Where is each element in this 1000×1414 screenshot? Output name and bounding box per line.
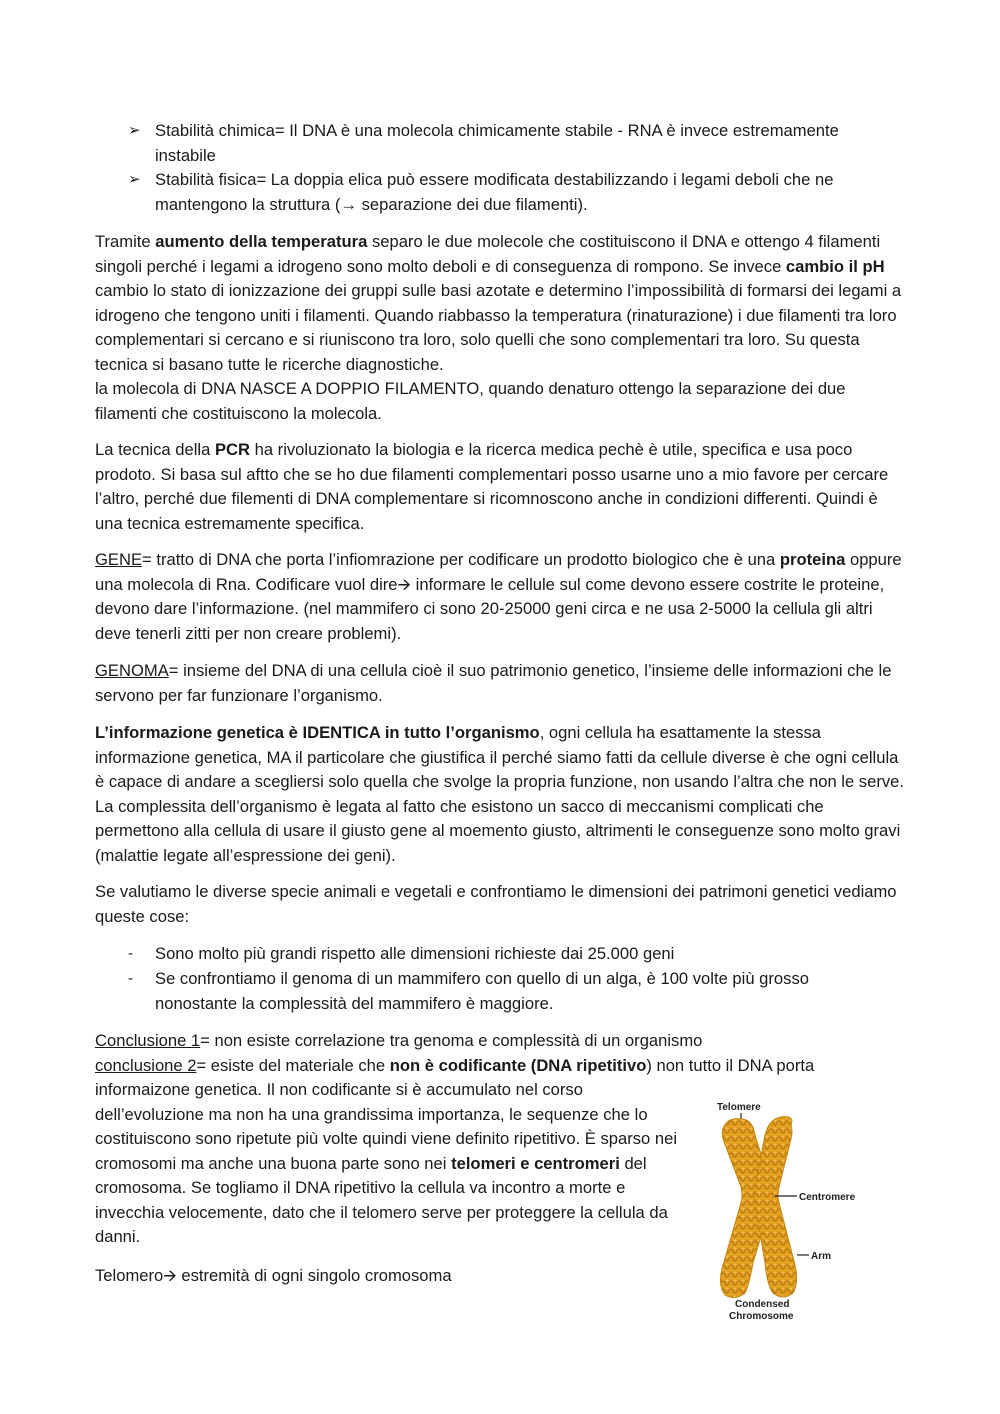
label-centromere: Centromere (799, 1192, 856, 1203)
arrow-icon: 🡪 (163, 1266, 177, 1285)
bullet-arrow-icon: ➢ (128, 122, 141, 139)
arrow-icon: 🡪 (397, 574, 412, 594)
conclusion-1: Conclusione 1= non esiste correlazione tra genoma e complessità di un organismo (95, 1031, 703, 1050)
caption-line-1: Condensed (735, 1299, 790, 1310)
bullet-mammal-alga: Se confrontiamo il genoma di un mammifero con quello di un alga, è 100 volte più grosso nonostante la complessità del mammifero è maggiore. (155, 969, 809, 1013)
chromatid-right (754, 1117, 797, 1297)
paragraph-gene: GENE= tratto di DNA che porta l’infiomrazione per codificare un prodotto biologico che è una proteina oppure una molecola di Rna. Codificare vuol dire🡪 informare le cellule sul come devono essere costrite le proteine, devono dare l’informazione. (nel mammifero ci sono 20-25000 geni circa e ne usa 2-5000 la cellula gli altri deve tenerli zitti per non creare problemi). (95, 550, 902, 643)
paragraph-denaturation: Tramite aumento della temperatura separo le due molecole che costituiscono il DNA e ottengo 4 filamenti singoli perché i legami a idrogeno sono molto deboli e di conseguenza di rompono. Se invece cambio il pH cambio lo stato di ionizzazione dei gruppi sulle basi azotate e determino l’impossibilità di formarsi dei legami a idrogeno che tengono uniti i filamenti. Quando riabbasso la temperatura (rinaturazione) i due filamenti tra loro complementari si cercano e si riuniscono tra loro, solo quelli che sono complementari tra loro. Su questa tecnica si basano tutte le ricerche diagnostiche. la molecola di DNA NASCE A DOPPIO FILAMENTO, quando denaturo ottengo la separazione dei due filamenti che costituiscono la molecola. (95, 232, 902, 423)
paragraph-pcr: La tecnica della PCR ha rivoluzionato la biologia e la ricerca medica pechè è utile, specifica e usa poco prodoto. Si basa sul aftto che se ho due filamenti complementari posso usarne uno a mio favore per cercare l’altro, perché due filementi di DNA complementare si ricomnoscono anche in condizioni differenti. Quindi è una tecnica estremamente specifica. (95, 440, 889, 533)
paragraph-genome: GENOMA= insieme del DNA di una cellula cioè il suo patrimonio genetico, l’insieme delle informazioni che le servono per far funzionare l’organismo. (95, 661, 892, 705)
chromosome-figure (705, 1095, 885, 1325)
conclusion-2: conclusione 2= esiste del materiale che non è codificante (DNA ripetitivo) non tutto il DNA porta (95, 1056, 815, 1075)
paragraph-repetitive-dna: informaizone genetica. Il non codificante si è accumulato nel corso dell’evoluzione ma non ha una grandissima importanza, le sequenze che lo costituiscono sono ripetute più volte quindi viene definito ripetitivo. È sparso nei cromosomi ma anche una buona parte sono nei telomeri e centromeri del cromosoma. Se togliamo il DNA ripetitivo la cellula va incontro a morte e invecchia velocemente, dato che il telomero serve per proteggere la cellula da danni. (95, 1080, 678, 1246)
bullet-dash: - (128, 945, 133, 962)
bullet-chemical-stability: Stabilità chimica= Il DNA è una molecola chimicamente stabile - RNA è invece estremamente instabile (155, 121, 839, 165)
caption-line-2: Chromosome (729, 1311, 794, 1322)
bullet-dash: - (128, 970, 133, 987)
paragraph-genetic-information: L’informazione genetica è IDENTICA in tutto l’organismo, ogni cellula ha esattamente la stessa informazione genetica, MA il particolare che giustifica il perché siamo fatti da cellule diverse è che ogni cellula è capace di andare a scegliersi solo quella che svolge la propria funzione, non usando l’altra che non le serve. La complessita dell’organismo è legata al fatto che esistono un sacco di meccanismi complicati che permettono alla cellula di usare il giusto gene al moemento giusto, altrimenti le conseguenze sono molto gravi (malattie legate all’espressione dei geni). (95, 723, 904, 865)
bullet-genome-size: Sono molto più grandi rispetto alle dimensioni richieste dai 25.000 geni (155, 944, 675, 963)
bullet-physical-stability: Stabilità fisica= La doppia elica può essere modificata destabilizzando i legami deboli che ne mantengono la struttura (→ separazione dei due filamenti). (155, 170, 834, 214)
label-telomere: Telomere (717, 1102, 761, 1113)
paragraph-telomere: Telomero🡪 estremità di ogni singolo cromosoma (95, 1266, 452, 1285)
paragraph-species-comparison: Se valutiamo le diverse specie animali e vegetali e confrontiamo le dimensioni dei patrimoni genetici vediamo queste cose: (95, 882, 897, 926)
label-arm: Arm (811, 1251, 832, 1262)
bullet-arrow-icon: ➢ (128, 171, 141, 188)
